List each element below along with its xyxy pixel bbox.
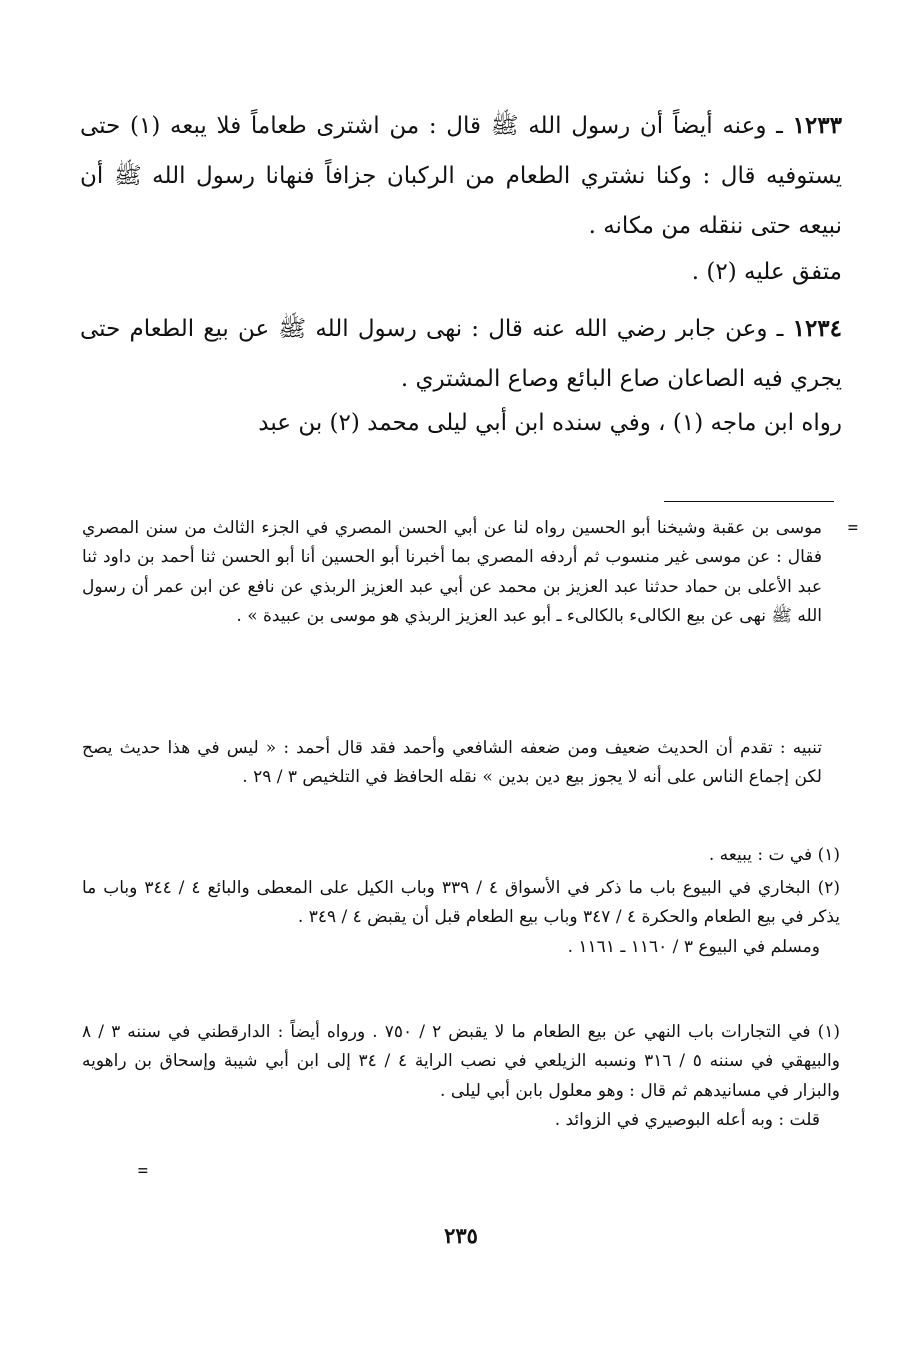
ibn-majah-line bbox=[80, 398, 842, 448]
footnote-continuation bbox=[82, 514, 822, 632]
hadith-number: ١٢٣٣ bbox=[792, 112, 842, 139]
hadith-text: ـ وعنه أيضاً أن رسول الله ﷺ قال : من اشترى طعاماً فلا يبعه (١) حتى يستوفيه قال : وكنا نشتري الطعام من الركبان جزافاً فنهانا رسول الله ﷺ أن نبيعه حتى ننقله من مكانه . bbox=[80, 113, 842, 239]
footnote-note bbox=[82, 734, 822, 793]
footnote-1-second-text: (١) في التجارات باب النهي عن بيع الطعام ما لا يقبض ٢ / ٧٥٠ . ورواه أيضاً : الدارقطني في سننه ٣ / ٨ والبيهقي في سننه ٥ / ٣١٦ ونسبه الزيلعي في نصب الراية ٤ / ٣٤ إلى ابن أبي شيبة وإسحاق بن راهويه والبزار في مسانيدهم ثم قال : وهو معلول بابن أبي ليلى . bbox=[82, 1022, 840, 1101]
hadith-number: ١٢٣٤ bbox=[792, 315, 843, 342]
continuation-marker: = bbox=[847, 518, 858, 538]
footnote-note-text: تنبيه : تقدم أن الحديث ضعيف ومن ضعفه الشافعي وأحمد فقد قال أحمد : « ليس في هذا حديث يصح لكن إجماع الناس على أنه لا يجوز بيع دين بدين » نقله الحافظ في التلخيص ٣ / ٢٩ . bbox=[82, 738, 822, 788]
footnote-divider bbox=[664, 501, 834, 502]
footnote-continuation-text: موسى بن عقبة وشيخنا أبو الحسين رواه لنا عن أبي الحسن المصري في الجزء الثالث من سنن المصري فقال : عن موسى غير منسوب ثم أردفه المصري بما أخبرنا أبو الحسين أنا أبو الحسن ثنا أحمد بن داود ثنا عبد الأعلى بن حماد حدثنا عبد العزيز بن محمد عن أبي عبد العزيز الربذي عن نافع عن ابن عمر أن رسول الله ﷺ نهى عن بيع الكالىء بالكالىء ـ أبو عبد العزيز الربذي هو موسى بن عبيدة » . bbox=[82, 518, 822, 627]
end-continuation-marker: = bbox=[137, 1161, 148, 1181]
agreed-upon-line bbox=[80, 247, 842, 297]
footnote-2-first-muslim: ومسلم في البيوع ٣ / ١١٦٠ ـ ١١٦١ . bbox=[567, 936, 820, 957]
hadith-1233-paragraph bbox=[80, 101, 842, 251]
agreed-text: متفق عليه (٢) . bbox=[691, 259, 842, 285]
page-number: ٢٣٥ bbox=[444, 1223, 478, 1248]
footnote-1-second-comment: قلت : وبه أعله البوصيري في الزوائد . bbox=[554, 1110, 820, 1131]
footnote-2-first-text: (٢) البخاري في البيوع باب ما ذكر في الأسواق ٤ / ٣٣٩ وباب الكيل على المعطى والبائع ٤ / ٣٤٤ وباب ما يذكر في بيع الطعام والحكرة ٤ / ٣٤٧ وباب بيع الطعام قبل أن يقبض ٤ / ٣٤٩ . bbox=[82, 878, 840, 928]
hadith-text: ـ وعن جابر رضي الله عنه قال : نهى رسول الله ﷺ عن بيع الطعام حتى يجري فيه الصاعان صاع البائع وصاع المشتري . bbox=[80, 316, 842, 392]
ibn-majah-text: رواه ابن ماجه (١) ، وفي سنده ابن أبي ليلى محمد (٢) بن عبد bbox=[258, 410, 842, 436]
hadith-1234-paragraph bbox=[80, 304, 842, 404]
footnote-2-first bbox=[82, 874, 840, 962]
footnote-1-first bbox=[82, 841, 840, 870]
footnote-1-first-text: (١) في ت : يبيعه . bbox=[708, 845, 840, 865]
footnote-1-second bbox=[82, 1018, 840, 1136]
